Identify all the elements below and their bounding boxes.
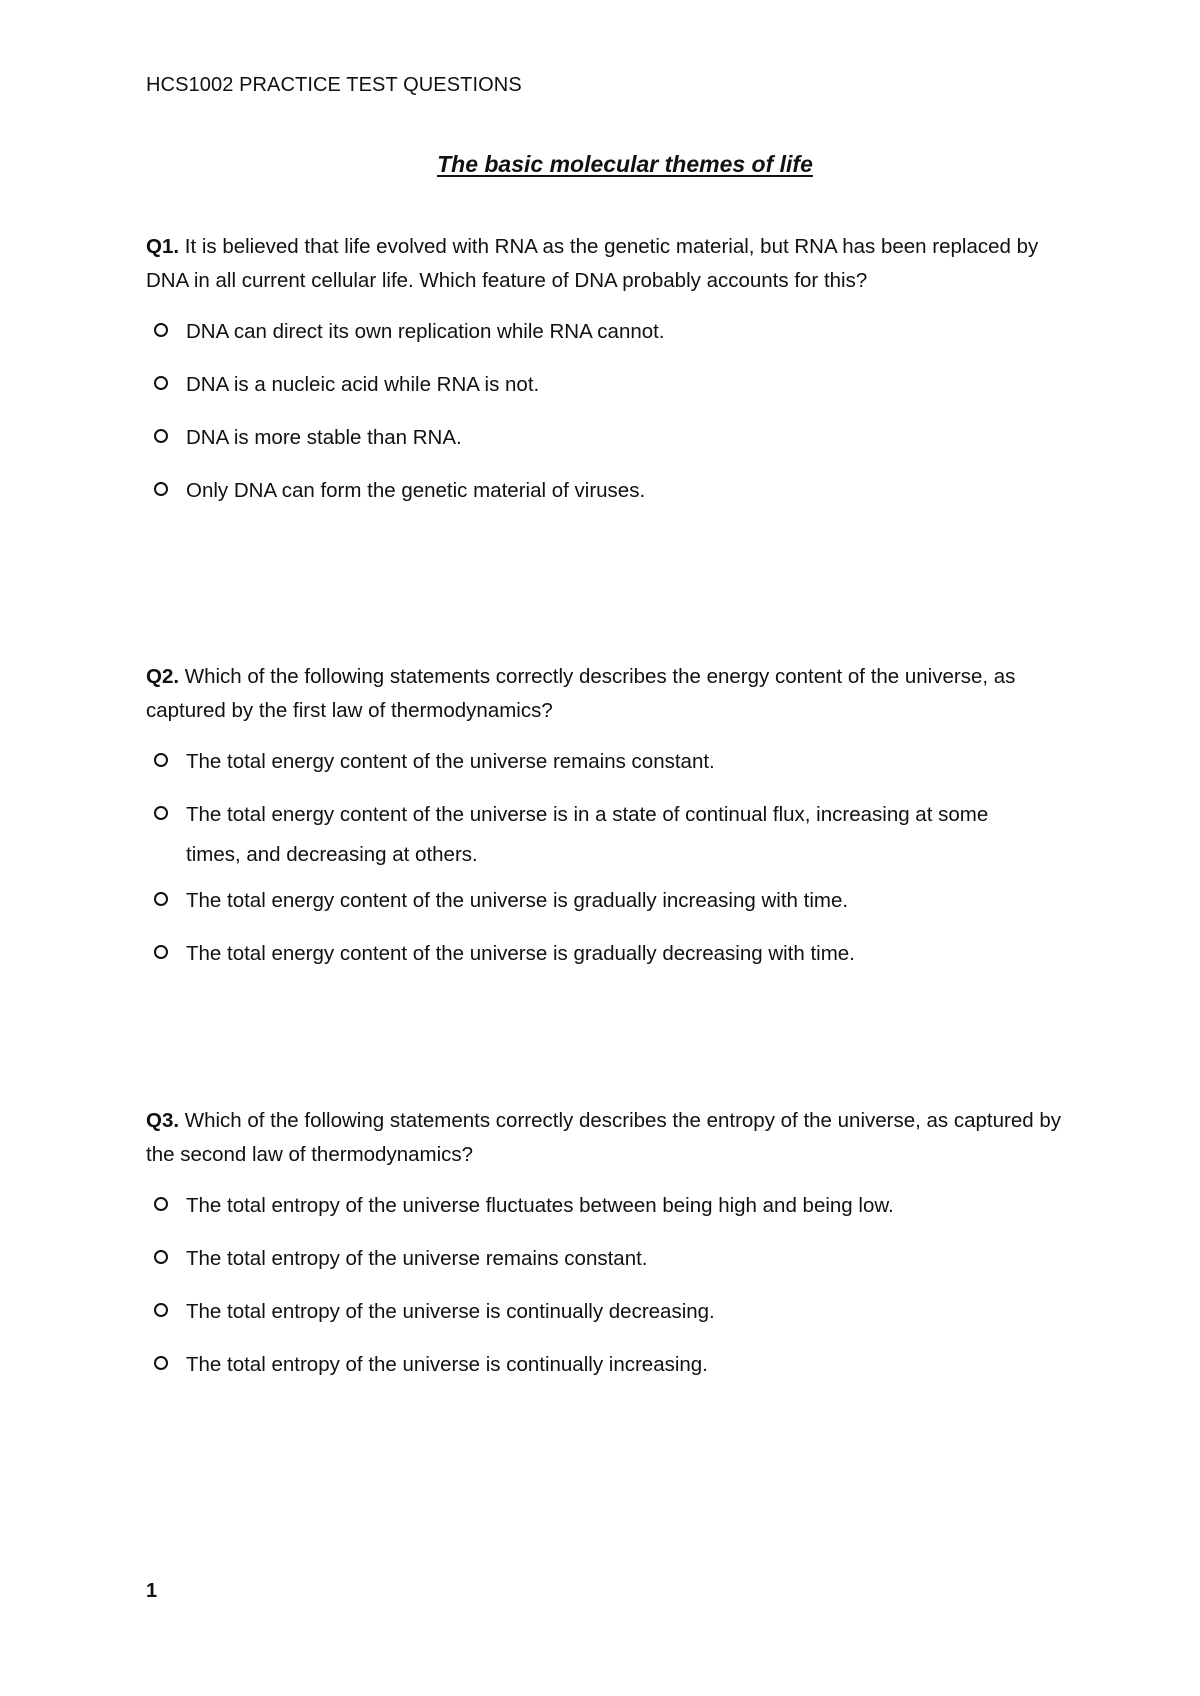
answer-option-label: Only DNA can form the genetic material of viruses.	[186, 479, 646, 502]
question-3	[146, 1104, 1076, 1376]
question-stem	[146, 660, 1076, 728]
answer-option[interactable]	[154, 418, 1034, 458]
question-text: Which of the following statements correctly describes the entropy of the universe, as captured by the second law of thermodynamics?	[146, 1109, 1061, 1166]
page-title: The basic molecular themes of life	[437, 151, 813, 177]
radio-button-icon[interactable]	[154, 1250, 168, 1264]
answer-option-label: The total entropy of the universe fluctuates between being high and being low.	[186, 1194, 894, 1217]
answer-option[interactable]	[154, 1345, 1034, 1385]
radio-button-icon[interactable]	[154, 1303, 168, 1317]
answer-option[interactable]	[154, 365, 1034, 405]
answer-option-label: The total energy content of the universe is gradually increasing with time.	[186, 889, 849, 912]
answer-option[interactable]	[154, 742, 1034, 782]
answer-option-label: The total entropy of the universe is continually increasing.	[186, 1353, 708, 1376]
answer-option[interactable]	[154, 1239, 1034, 1279]
radio-button-icon[interactable]	[154, 1197, 168, 1211]
answer-option[interactable]	[154, 881, 1034, 921]
radio-button-icon[interactable]	[154, 482, 168, 496]
radio-button-icon[interactable]	[154, 806, 168, 820]
radio-button-icon[interactable]	[154, 429, 168, 443]
radio-button-icon[interactable]	[154, 945, 168, 959]
question-number: Q3.	[146, 1109, 180, 1132]
answer-option[interactable]	[154, 1186, 1034, 1226]
question-number: Q2.	[146, 665, 180, 688]
answer-option-label: The total energy content of the universe is in a state of continual flux, increasing at some times, and decreasing at others.	[186, 803, 989, 866]
answer-option[interactable]	[154, 1292, 1034, 1332]
radio-button-icon[interactable]	[154, 1356, 168, 1370]
page-number: 1	[146, 1580, 158, 1602]
radio-button-icon[interactable]	[154, 376, 168, 390]
answer-option[interactable]	[154, 934, 1034, 974]
answer-option[interactable]	[154, 471, 1034, 511]
answer-option[interactable]	[154, 795, 1034, 875]
answer-option-label: DNA is a nucleic acid while RNA is not.	[186, 373, 540, 396]
question-1	[146, 230, 1076, 502]
answer-option-label: DNA is more stable than RNA.	[186, 426, 462, 449]
radio-button-icon[interactable]	[154, 753, 168, 767]
answer-option-label: The total energy content of the universe remains constant.	[186, 750, 715, 773]
answer-option[interactable]	[154, 312, 1034, 352]
radio-button-icon[interactable]	[154, 892, 168, 906]
document-header: HCS1002 PRACTICE TEST QUESTIONS	[146, 74, 522, 96]
question-stem	[146, 1104, 1076, 1172]
radio-button-icon[interactable]	[154, 323, 168, 337]
answer-option-label: The total energy content of the universe is gradually decreasing with time.	[186, 942, 855, 965]
question-2	[146, 660, 1076, 965]
answer-option-label: The total entropy of the universe is continually decreasing.	[186, 1300, 715, 1323]
answer-option-label: The total entropy of the universe remains constant.	[186, 1247, 648, 1270]
question-stem	[146, 230, 1076, 298]
answer-option-label: DNA can direct its own replication while RNA cannot.	[186, 320, 665, 343]
question-number: Q1.	[146, 235, 180, 258]
question-text: Which of the following statements correctly describes the energy content of the universe, as captured by the first law of thermodynamics?	[146, 665, 1016, 722]
question-text: It is believed that life evolved with RNA as the genetic material, but RNA has been replaced by DNA in all current cellular life. Which feature of DNA probably accounts for this?	[146, 235, 1039, 292]
